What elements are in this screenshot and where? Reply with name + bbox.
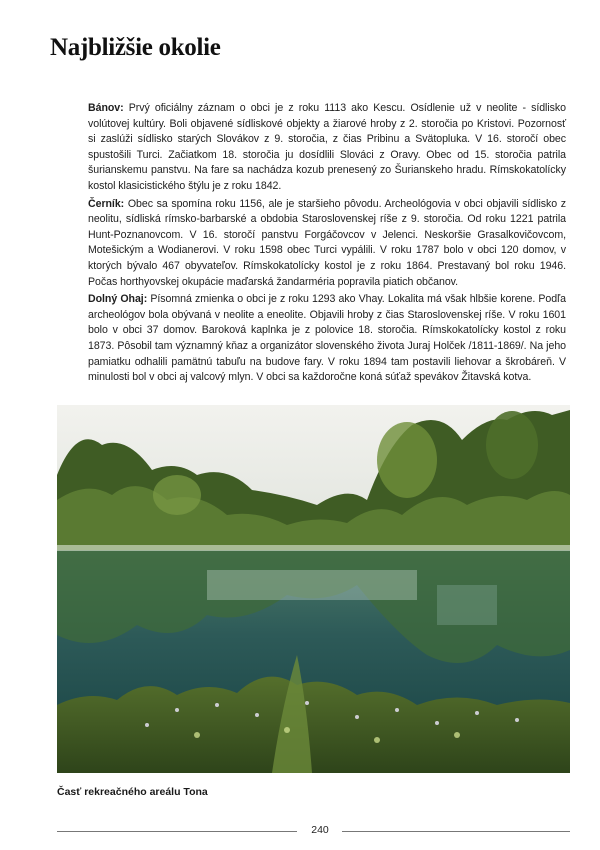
page-title: Najbližšie okolie xyxy=(50,34,221,61)
photo-caption: Časť rekreačného areálu Tona xyxy=(57,786,208,798)
footer-rule-left xyxy=(57,831,297,832)
lake-photo xyxy=(57,405,570,773)
lake-photo-illustration xyxy=(57,405,570,773)
section-name: Bánov: xyxy=(88,102,124,114)
page-number: 240 xyxy=(311,824,329,836)
section-dolny-ohaj xyxy=(88,292,566,386)
section-name: Černík: xyxy=(88,197,125,210)
body-text xyxy=(88,101,566,388)
footer-rule-right xyxy=(342,831,570,832)
section-text: Prvý oficiálny záznam o obci je z roku 1113 ako Kescu. Osídlenie už v neolite - sídlisko volútovej kultúry. Boli objavené sídliskové objekty a žiarové hroby z 2. storočia po Kristovi. Pozornosť si zaslúži sídlisko starých Slovákov z 9. storočia, z čias Pribinu a Svätopluka. V 16. storočí obec spustošili Turci. Začiatkom 18. storočia ju dosídlili Slováci z Oravy. Obec od 15. storočia patrila šurianskemu panstvu. Na fare sa nachádza kozub prenesený zo Šurianskeho hradu. Rímskokatolícky kostol klasicistického štýlu je z roku 1842. xyxy=(88,102,566,192)
section-text: Obec sa spomína roku 1156, ale je staršieho pôvodu. Archeológovia v obci objavili sídlisko z neolitu, sídliská rímsko-barbarské a obdobia Staroslovenskej ríše z 9. storočia. Od roku 1221 patrila Hunt-Poznanovcom. V 16. storočí panstvu Forgáčovcov v Jelenci. Neskoršie Grasalkovičovcom, Motešickým a Wodianerovi. V roku 1598 obec Turci vypálili. V roku 1787 bolo v obci 120 domov, v ktorých bývalo 467 obyvateľov. Rímskokatolícky kostol je z roku 1864. Prestavaný bol roku 1946. Počas horthyovskej okupácie maďarská žandarméria popravila piatich občanov. xyxy=(88,197,566,288)
section-banov xyxy=(88,101,566,195)
section-name: Dolný Ohaj: xyxy=(88,293,148,306)
section-text: Písomná zmienka o obci je z roku 1293 ako Vhay. Lokalita má však hlbšie korene. Podľa archeológov bola obývaná v neolite a eneolite. Objavili hroby z čias Staroslovenskej ríše. V roku 1601 bolo v obci 37 domov. Baroková kaplnka je z polovice 18. storočia. Rímskokatolícky kostol z roku 1873. Pôsobil tam významný kňaz a organizátor slovenského života Juraj Holček /1811-1869/. Na jeho pamiatku odhalili pamätnú tabuľu na budove fary. V roku 1894 tam postavili liehovar a škrobáreň. V minulosti bol v obci aj valcový mlyn. V obci sa každoročne koná súťaž spevákov Žitavská kotva. xyxy=(88,293,566,384)
section-cernik xyxy=(88,197,566,291)
